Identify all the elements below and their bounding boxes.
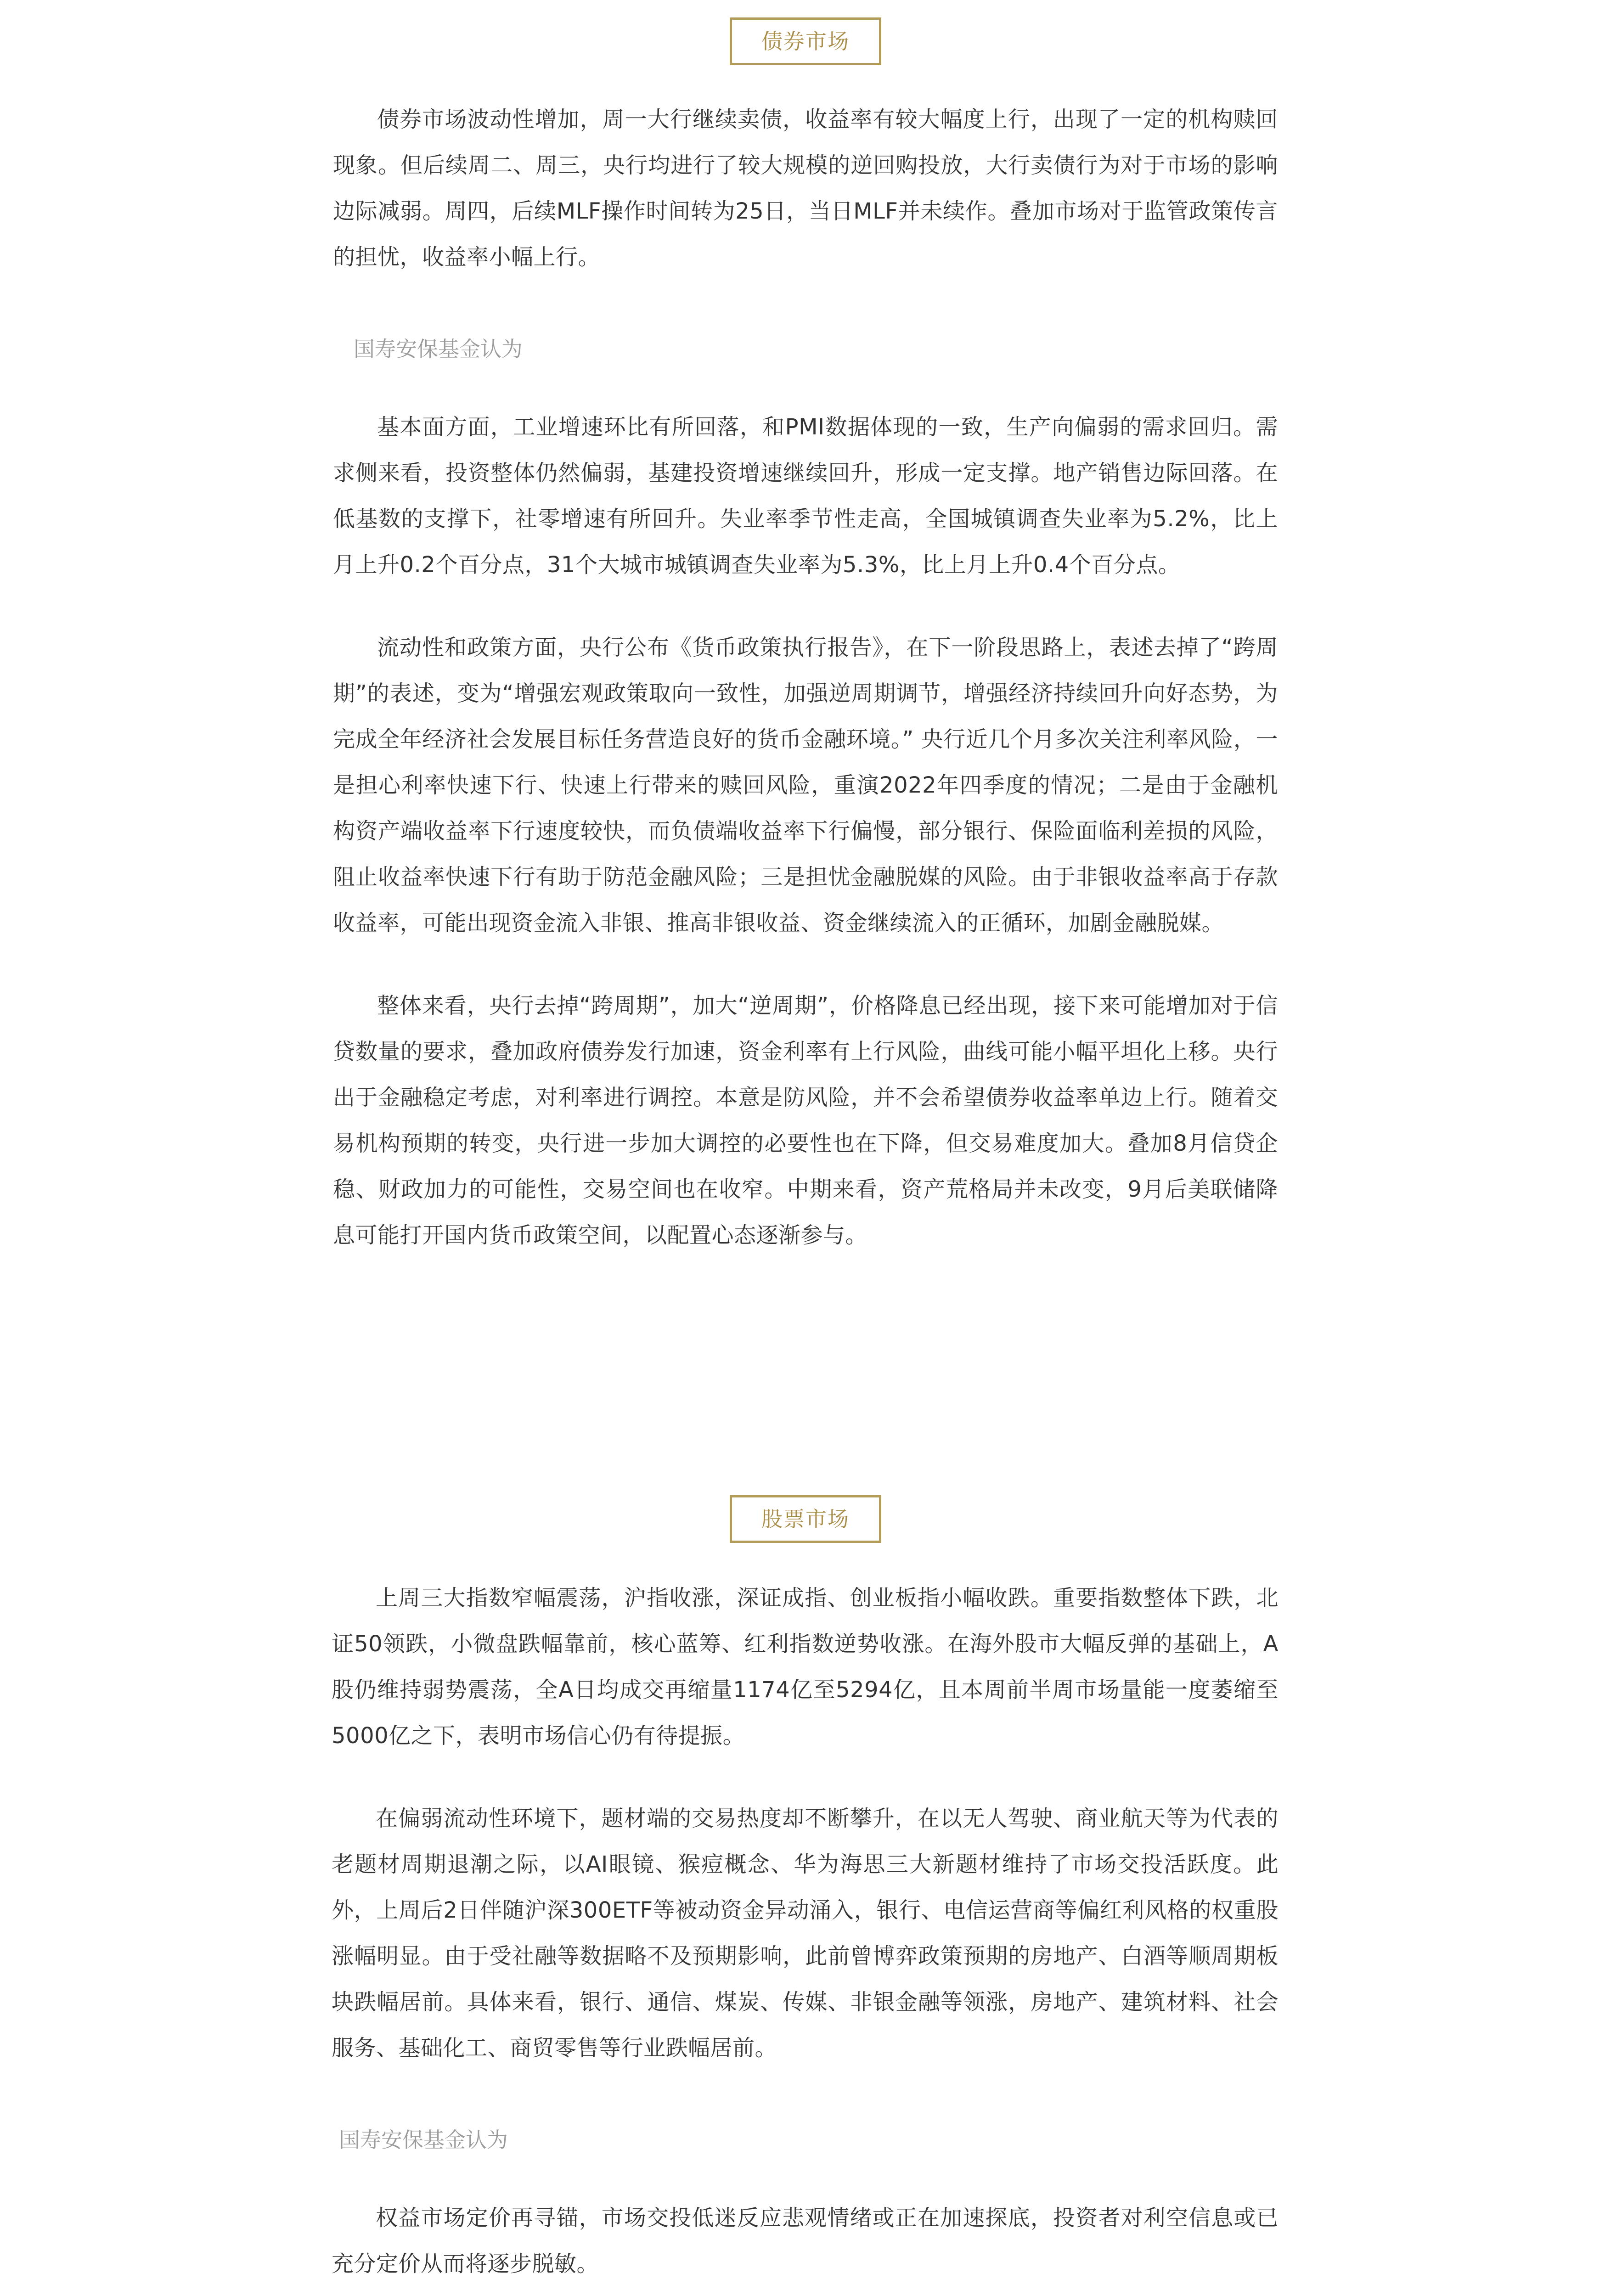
bond-paragraph-2: 基本面方面，工业增速环比有所回落，和PMI数据体现的一致，生产向偏弱的需求回归。需求侧来看，投资整体仍然偏弱，基建投资增速继续回升，形成一定支撑。地产销售边际回落。在低基数的支撑下，社零增速有所回升。失业率季节性走高，全国城镇调查失业率为5.2%，比上月上升0.2个百分点，31个大城市城镇调查失业率为5.3%，比上月上升0.4个百分点。 bbox=[333, 414, 1278, 578]
stock-paragraph-3: 权益市场定价再寻锚，市场交投低迷反应悲观情绪或正在加速探底，投资者对利空信息或已充分定价从而将逐步脱敏。 bbox=[332, 2205, 1279, 2277]
stock-paragraph-2: 在偏弱流动性环境下，题材端的交易热度却不断攀升，在以无人驾驶、商业航天等为代表的老题材周期退潮之际，以AI眼镜、猴痘概念、华为海思三大新题材维持了市场交投活跃度。此外，上周后2日伴随沪深300ETF等被动资金异动涌入，银行、电信运营商等偏红利风格的权重股涨幅明显。由于受社融等数据略不及预期影响，此前曾博弈政策预期的房地产、白酒等顺周期板块跌幅居前。具体来看，银行、通信、煤炭、传媒、非银金融等领涨，房地产、建筑材料、社会服务、基础化工、商贸零售等行业跌幅居前。 bbox=[332, 1806, 1279, 2061]
stock-market-title: 股票市场 bbox=[730, 1495, 881, 1543]
bond-paragraph-1: 债券市场波动性增加，周一大行继续卖债，收益率有较大幅度上行，出现了一定的机构赎回现象。但后续周二、周三，央行均进行了较大规模的逆回购投放，大行卖债行为对于市场的影响边际减弱。周四，后续MLF操作时间转为25日，当日MLF并未续作。叠加市场对于监管政策传言的担忧，收益率小幅上行。 bbox=[333, 107, 1278, 270]
bond-market-title: 债券市场 bbox=[730, 17, 881, 65]
bond-paragraph-3: 流动性和政策方面，央行公布《货币政策执行报告》，在下一阶段思路上，表述去掉了“跨周期”的表述，变为“增强宏观政策取向一致性，加强逆周期调节，增强经济持续回升向好态势，为完成全年经济社会发展目标任务营造良好的货币金融环境。” 央行近几个月多次关注利率风险，一是担心利率快速下行、快速上行带来的赎回风险，重演2022年四季度的情况；二是由于金融机构资产端收益率下行速度较快，而负债端收益率下行偏慢，部分银行、保险面临利差损的风险，阻止收益率快速下行有助于防范金融风险；三是担忧金融脱媒的风险。由于非银收益率高于存款收益率，可能出现资金流入非银、推高非银收益、资金继续流入的正循环，加剧金融脱媒。 bbox=[333, 635, 1278, 936]
bond-market-section bbox=[0, 96, 1611, 1258]
bond-view-subheading: 国寿安保基金认为 bbox=[354, 337, 523, 361]
bond-paragraph-4: 整体来看，央行去掉“跨周期”，加大“逆周期”，价格降息已经出现，接下来可能增加对于信贷数量的要求，叠加政府债券发行加速，资金利率有上行风险，曲线可能小幅平坦化上移。央行出于金融稳定考虑，对利率进行调控。本意是防风险，并不会希望债券收益率单边上行。随着交易机构预期的转变，央行进一步加大调控的必要性也在下降，但交易难度加大。叠加8月信贷企稳、财政加力的可能性，交易空间也在收窄。中期来看，资产荒格局并未改变，9月后美联储降息可能打开国内货币政策空间，以配置心态逐渐参与。 bbox=[333, 993, 1278, 1248]
stock-view-subheading: 国寿安保基金认为 bbox=[339, 2127, 508, 2152]
stock-paragraph-1: 上周三大指数窄幅震荡，沪指收涨，深证成指、创业板指小幅收跌。重要指数整体下跌，北证50领跌，小微盘跌幅靠前，核心蓝筹、红利指数逆势收涨。在海外股市大幅反弹的基础上，A股仍维持弱势震荡，全A日均成交再缩量1174亿至5294亿，且本周前半周市场量能一度萎缩至5000亿之下，表明市场信心仍有待提振。 bbox=[332, 1585, 1279, 1749]
stock-market-section bbox=[0, 1575, 1611, 2296]
